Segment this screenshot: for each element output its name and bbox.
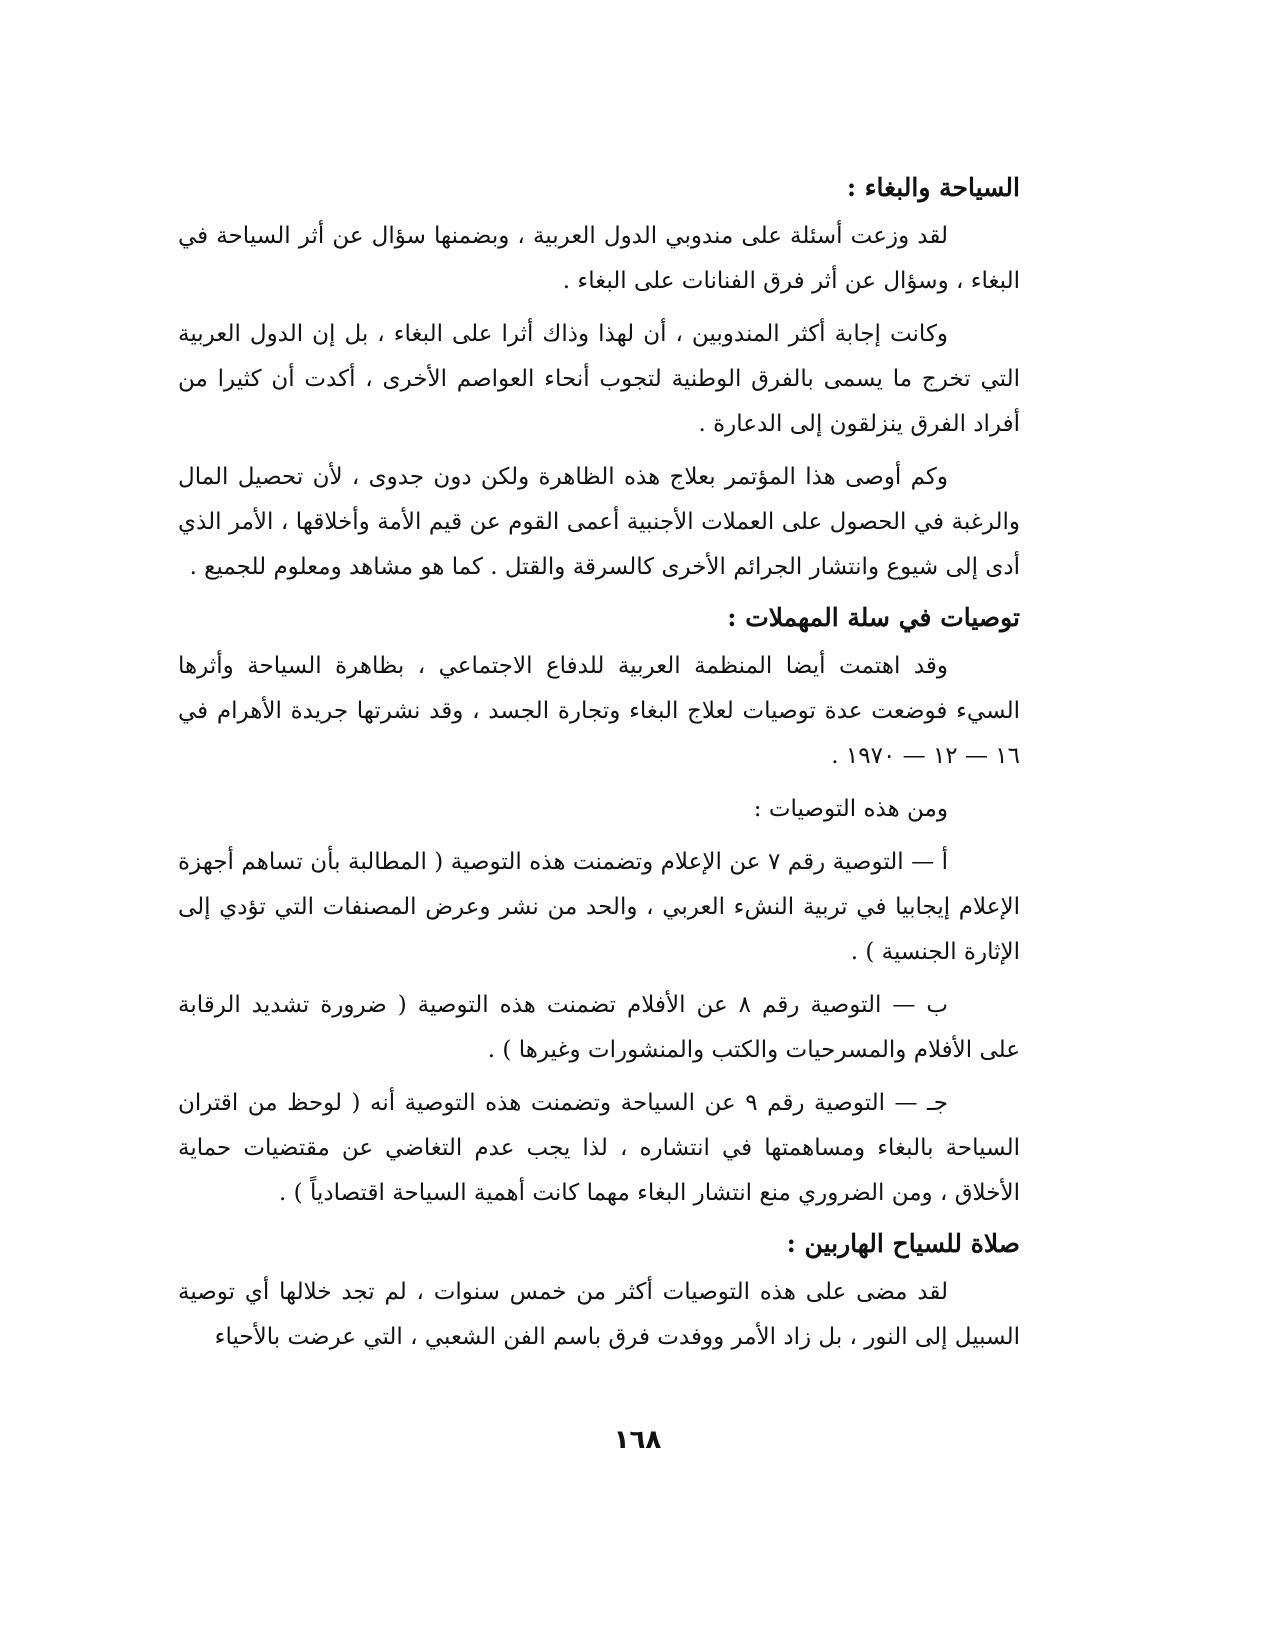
recommendation-c: جـ — التوصية رقم ٩ عن السياحة وتضمنت هذه التوصية أنه ( لوحظ من اقتران السياحة بالبغاء ومساهمتها في انتشاره ، لذا يجب عدم التغاضي عن مقتضيات حماية الأخلاق ، ومن الضروري منع انتشار البغاء مهما كانت أهمية السياحة اقتصادياً ) . xyxy=(178,1090,1020,1206)
page-number: ١٦٨ xyxy=(613,1425,662,1455)
paragraph: لقد مضى على هذه التوصيات أكثر من خمس سنوات ، لم تجد خلالها أي توصية السبيل إلى النور ، بل زاد الأمر ووفدت فرق باسم الفن الشعبي ، التي عرضت بالأحياء xyxy=(178,1279,1020,1350)
recommendation-a: أ — التوصية رقم ٧ عن الإعلام وتضمنت هذه التوصية ( المطالبة بأن تساهم أجهزة الإعلام إيجابيا في تربية النشء العربي ، والحد من نشر وعرض المصنفات التي تؤدي إلى الإثارة الجنسية ) . xyxy=(178,849,1020,965)
section-prayer-tourists xyxy=(178,1224,1020,1360)
paragraph: ومن هذه التوصيات : xyxy=(753,796,948,822)
section-heading: صلاة للسياح الهاربين : xyxy=(786,1229,1020,1258)
section-tourism-prostitution xyxy=(178,168,1020,590)
paragraph: لقد وزعت أسئلة على مندوبي الدول العربية ، وبضمنها سؤال عن أثر السياحة في البغاء ، وسؤال عن أثر فرق الفنانات على البغاء . xyxy=(178,223,1020,294)
book-page xyxy=(178,168,1020,1368)
section-heading: توصيات في سلة المهملات : xyxy=(727,603,1020,632)
paragraph: وقد اهتمت أيضا المنظمة العربية للدفاع الاجتماعي ، بظاهرة السياحة وأثرها السيء فوضعت عدة توصيات لعلاج البغاء وتجارة الجسد ، وقد نشرتها جريدة الأهرام في ١٦ — ١٢ — ١٩٧٠ . xyxy=(178,653,1020,769)
section-recommendations xyxy=(178,598,1020,1216)
paragraph: وكم أوصى هذا المؤتمر بعلاج هذه الظاهرة ولكن دون جدوى ، لأن تحصيل المال والرغبة في الحصول على العملات الأجنبية أعمى القوم عن قيم الأمة وأخلاقها ، الأمر الذي أدى إلى شيوع وانتشار الجرائم الأخرى كالسرقة والقتل . كما هو مشاهد ومعلوم للجميع . xyxy=(178,464,1020,580)
section-heading: السياحة والبغاء : xyxy=(846,173,1020,202)
recommendation-b: ب — التوصية رقم ٨ عن الأفلام تضمنت هذه التوصية ( ضرورة تشديد الرقابة على الأفلام والمسرحيات والكتب والمنشورات وغيرها ) . xyxy=(178,992,1020,1063)
paragraph: وكانت إجابة أكثر المندوبين ، أن لهذا وذاك أثرا على البغاء ، بل إن الدول العربية التي تخرج ما يسمى بالفرق الوطنية لتجوب أنحاء العواصم الأخرى ، أكدت أن كثيرا من أفراد الفرق ينزلقون إلى الدعارة . xyxy=(178,321,1020,437)
